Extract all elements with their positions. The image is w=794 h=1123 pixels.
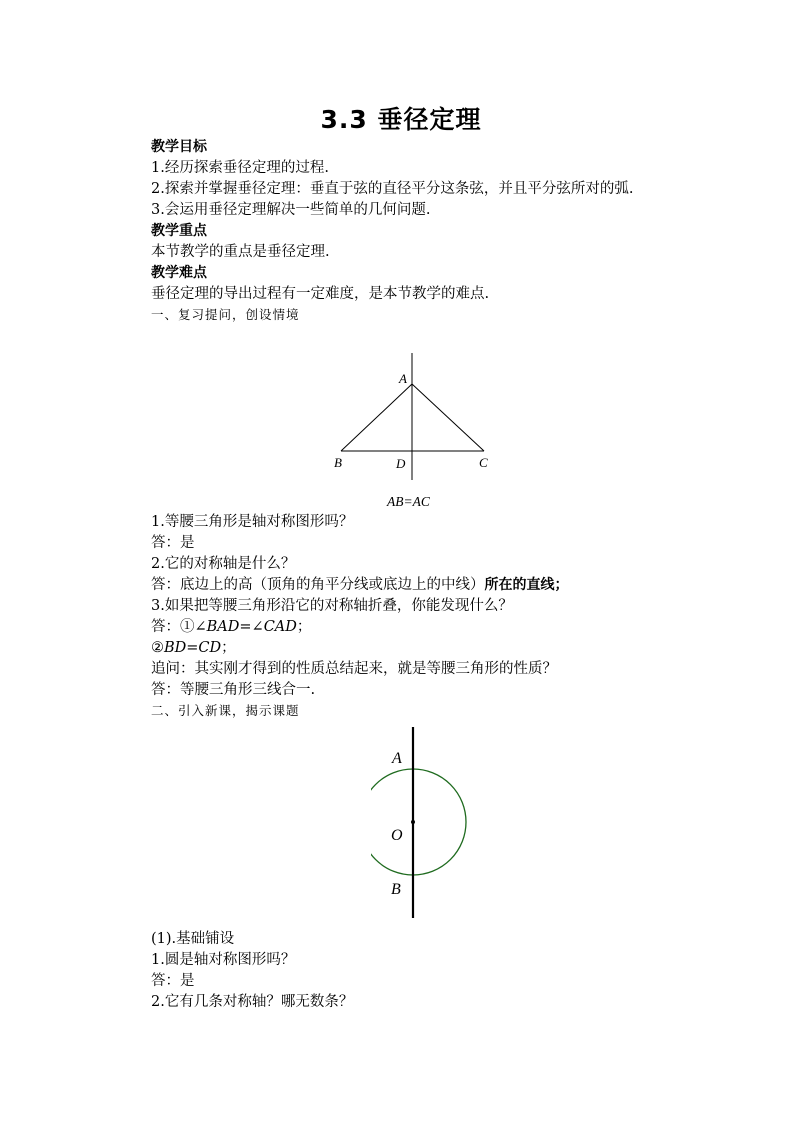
section2-heading: 二、引入新课，揭示课题: [151, 703, 300, 718]
circle-o: [371, 769, 466, 875]
answer-2-text: 答：底边上的高（顶角的角平分线或底边上的中线）: [151, 577, 485, 593]
label-a: A: [399, 371, 407, 386]
followup-question: 追问：其实刚才得到的性质总结起来，就是等腰三角形的性质？: [151, 661, 557, 677]
label-o: O: [391, 827, 403, 844]
figure-caption: AB=AC: [387, 494, 430, 509]
question-1: 1.等腰三角形是轴对称图形吗？: [151, 514, 354, 530]
question-3: 3.如果把等腰三角形沿它的对称轴折叠，你能发现什么？: [151, 598, 513, 614]
answer-3a: [151, 617, 311, 637]
question-2: 2.它的对称轴是什么？: [151, 556, 296, 572]
page-title: 3.3 垂径定理: [320, 105, 482, 134]
objectives-heading: 教学目标: [151, 139, 207, 155]
answer-3a-prefix: 答：①: [151, 619, 195, 635]
answer-3a-suffix: ；: [296, 619, 312, 635]
subsection-basics: (1).基础铺设: [151, 931, 235, 947]
objective-item-2: 2.探索并掌握垂径定理：垂直于弦的直径平分这条弦，并且平分弦所对的弧.: [151, 181, 634, 197]
answer-3b-prefix: ②: [151, 640, 164, 656]
followup-answer: 答：等腰三角形三线合一.: [151, 682, 316, 698]
center-point: [411, 820, 415, 824]
key-point-heading: 教学重点: [151, 223, 207, 239]
label-b: B: [334, 455, 342, 470]
difficulty-text: 垂径定理的导出过程有一定难度，是本节教学的难点.: [151, 286, 490, 302]
difficulty-heading: 教学难点: [151, 265, 207, 281]
answer-3a-math: ∠BAD=∠CAD: [194, 619, 297, 635]
answer-2: [151, 575, 569, 595]
answer-1: 答：是: [151, 535, 195, 551]
label-a: A: [392, 750, 402, 767]
answer-3b: [151, 638, 236, 658]
label-b: B: [391, 881, 401, 898]
side-ab: [341, 384, 412, 451]
section1-heading: 一、复习提问，创设情境: [151, 307, 300, 322]
objective-item-3: 3.会运用垂径定理解决一些简单的几何问题.: [151, 202, 431, 218]
circle-diameter-figure: [371, 722, 481, 922]
label-c: C: [479, 455, 488, 470]
circle-answer-1: 答：是: [151, 973, 195, 989]
side-ac: [412, 384, 484, 451]
objective-item-1: 1.经历探索垂径定理的过程.: [151, 160, 329, 176]
circle-question-1: 1.圆是轴对称图形吗？: [151, 952, 296, 968]
isosceles-triangle-figure: [331, 350, 491, 485]
circle-question-2: 2.它有几条对称轴？哪无数条？: [151, 994, 354, 1010]
answer-3b-math: BD=CD: [164, 640, 222, 656]
answer-3b-suffix: ；: [221, 640, 236, 656]
label-d: D: [396, 456, 406, 471]
answer-2-bold: 所在的直线；: [484, 577, 569, 593]
key-point-text: 本节教学的重点是垂径定理.: [151, 244, 330, 260]
